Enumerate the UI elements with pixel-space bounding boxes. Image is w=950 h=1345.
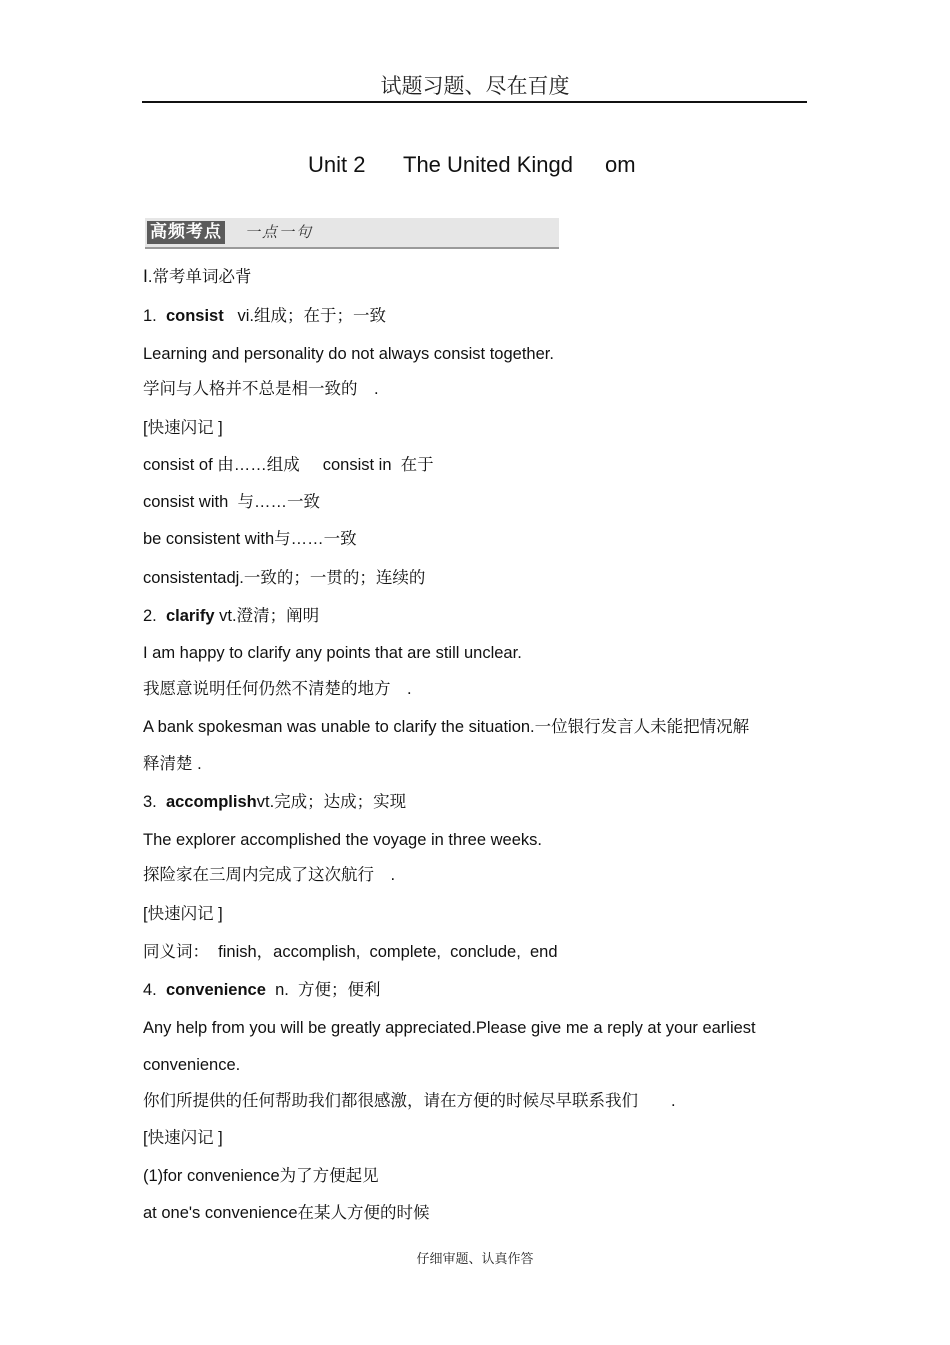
example-zh: 你们所提供的任何帮助我们都很感激，请在方便的时候尽早联系我们 . bbox=[143, 1092, 676, 1110]
entry-clarify-heading bbox=[143, 605, 319, 627]
phrase: (1)for convenience为了方便起见 bbox=[143, 1167, 379, 1185]
example-en: I am happy to clarify any points that are still unclear. bbox=[143, 644, 522, 662]
phrase: consist with 与……一致 bbox=[143, 493, 320, 511]
page-footer: 仔细审题、认真作答 bbox=[416, 1252, 534, 1267]
unit-name-tail: om bbox=[605, 152, 636, 177]
entry-number: 2. bbox=[143, 607, 157, 625]
entry-definition: vt.澄清；阐明 bbox=[214, 607, 320, 625]
memo-label: [快速闪记 ] bbox=[143, 905, 223, 923]
entry-number: 3. bbox=[143, 793, 157, 811]
header-rule bbox=[142, 101, 807, 103]
entry-word: convenience bbox=[165, 981, 266, 999]
memo-label: [快速闪记 ] bbox=[143, 419, 223, 437]
unit-name: The United Kingd bbox=[403, 152, 573, 177]
banner-subtitle: 一点一句 bbox=[245, 223, 314, 241]
phrase-line bbox=[143, 454, 434, 476]
example-mixed: A bank spokesman was unable to clarify the situation.一位银行发言人未能把情况解 bbox=[143, 718, 750, 736]
entry-definition: vt.完成；达成；实现 bbox=[256, 793, 407, 811]
example-en: Any help from you will be greatly appreciated.Please give me a reply at your earliest bbox=[143, 1019, 756, 1037]
example-zh: 学问与人格并不总是相一致的 . bbox=[143, 380, 379, 398]
entry-accomplish-heading bbox=[143, 791, 406, 813]
example-en: The explorer accomplished the voyage in three weeks. bbox=[143, 831, 542, 849]
phrase: consist in 在于 bbox=[322, 456, 434, 474]
example-en-continued: convenience. bbox=[143, 1056, 241, 1074]
example-zh: 探险家在三周内完成了这次航行 . bbox=[143, 866, 396, 884]
entry-word: accomplish bbox=[165, 793, 257, 811]
synonyms: 同义词： finish，accomplish, complete, conclude, end bbox=[143, 943, 558, 961]
phrase: be consistent with与……一致 bbox=[143, 530, 357, 548]
example-en: Learning and personality do not always consist together. bbox=[143, 345, 554, 363]
entry-convenience-heading bbox=[143, 979, 381, 1001]
page-header-title: 试题习题、尽在百度 bbox=[380, 74, 570, 98]
memo-label: [快速闪记 ] bbox=[143, 1129, 223, 1147]
entry-definition: n. 方便；便利 bbox=[265, 981, 381, 999]
unit-number: Unit 2 bbox=[308, 152, 366, 177]
entry-word: consist bbox=[165, 307, 224, 325]
entry-word: clarify bbox=[165, 607, 215, 625]
entry-consist-heading bbox=[143, 305, 386, 327]
entry-definition: vi.组成；在于；一致 bbox=[237, 307, 386, 325]
phrase: consist of 由……组成 bbox=[143, 456, 300, 474]
example-mixed-continued: 释清楚 . bbox=[143, 755, 202, 773]
phrase: at one's convenience在某人方便的时候 bbox=[143, 1204, 430, 1222]
section-banner bbox=[145, 218, 559, 249]
section-heading: Ⅰ.常考单词必背 bbox=[143, 268, 252, 286]
entry-number: 4. bbox=[143, 981, 157, 999]
entry-number: 1. bbox=[143, 307, 157, 325]
banner-tag: 高频考点 bbox=[147, 221, 225, 244]
phrase: consistentadj.一致的；一贯的；连续的 bbox=[143, 569, 426, 587]
example-zh: 我愿意说明任何仍然不清楚的地方 . bbox=[143, 680, 412, 698]
